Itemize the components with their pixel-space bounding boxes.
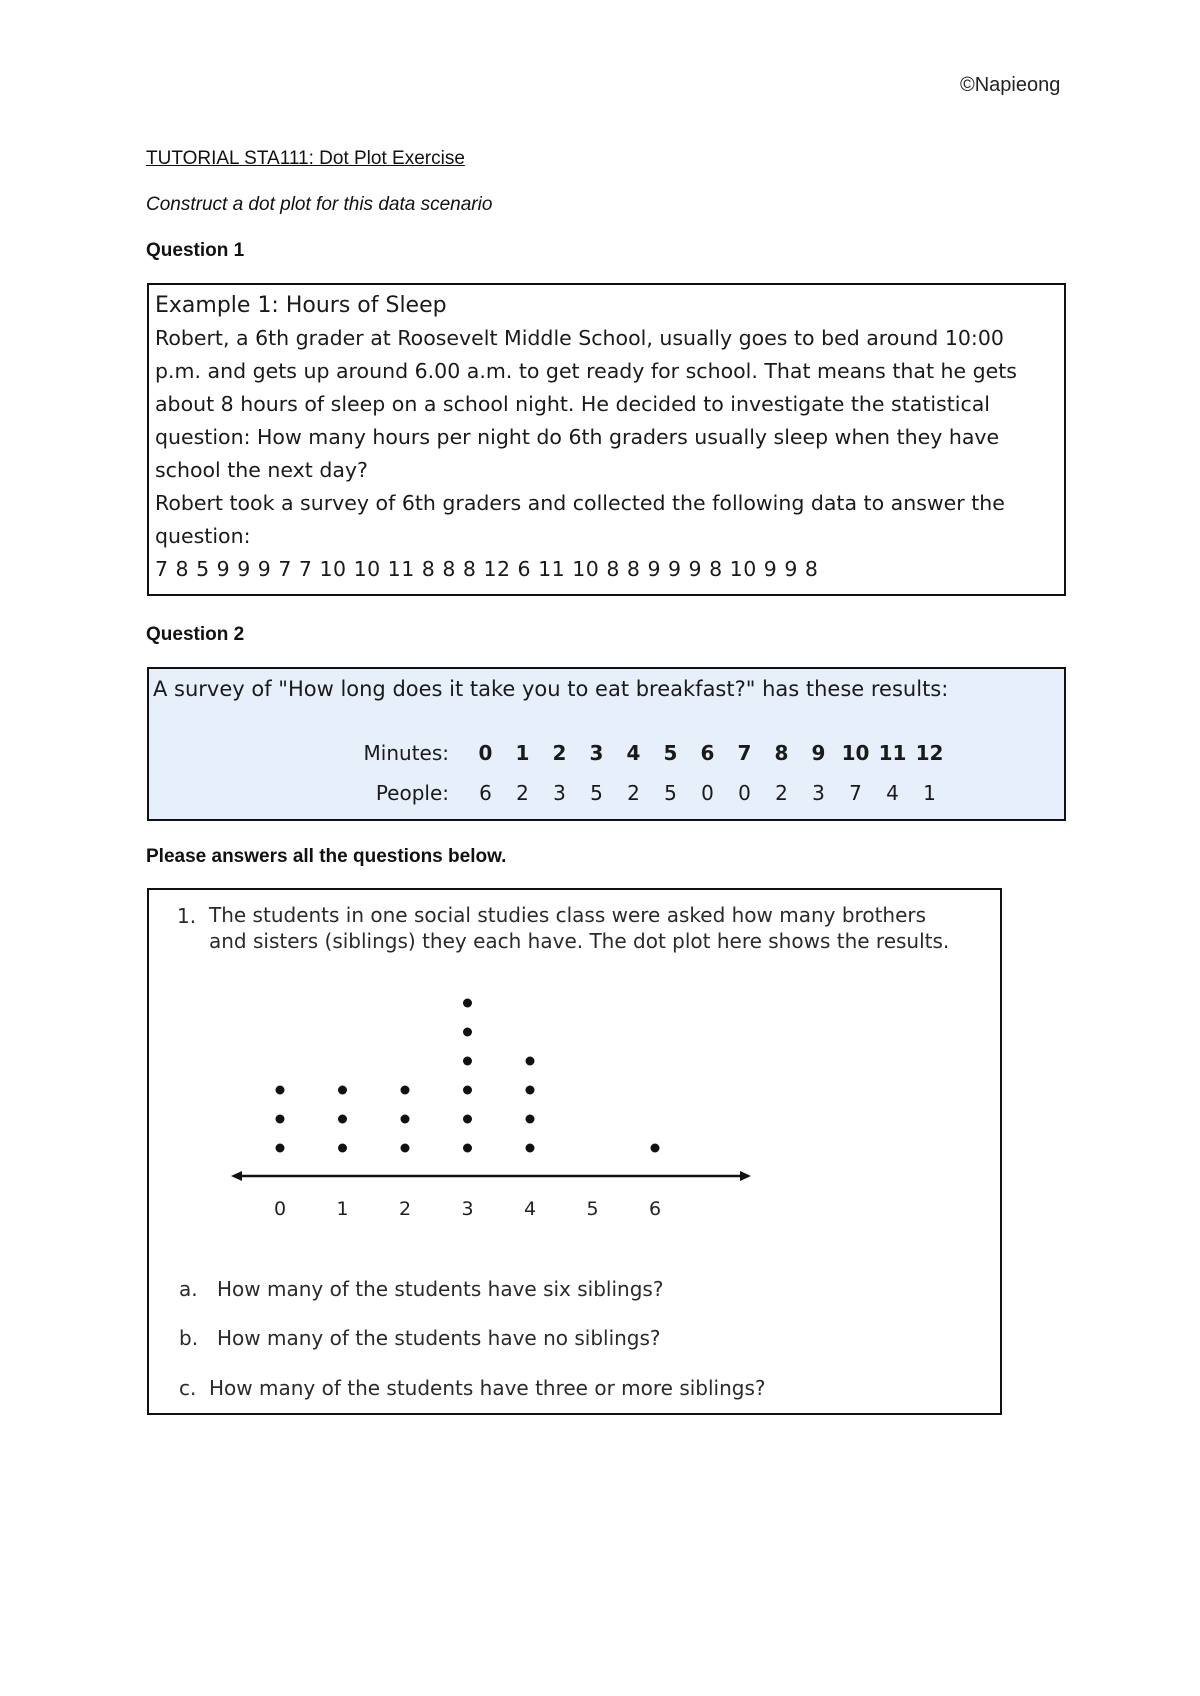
tick-label: 0 bbox=[273, 1198, 287, 1220]
document-title: TUTORIAL STA111: Dot Plot Exercise bbox=[146, 148, 465, 169]
data-dot bbox=[526, 1115, 535, 1124]
left-arrowhead bbox=[231, 1171, 242, 1181]
data-dot bbox=[463, 999, 472, 1008]
minutes-cell: 8 bbox=[774, 741, 789, 765]
minutes-cell: 0 bbox=[478, 741, 493, 765]
people-cell: 5 bbox=[664, 781, 677, 805]
people-cell: 6 bbox=[479, 781, 492, 805]
sub-question-text: How many of the students have no siblings? bbox=[217, 1326, 661, 1350]
scenario-line: Robert, a 6th grader at Roosevelt Middle School, usually goes to bed around 10:00 bbox=[155, 326, 1004, 350]
people-cell: 4 bbox=[886, 781, 899, 805]
people-label: People: bbox=[375, 781, 449, 805]
sub-question-a bbox=[179, 1277, 663, 1301]
minutes-label: Minutes: bbox=[363, 741, 449, 765]
right-arrowhead bbox=[740, 1171, 751, 1181]
minutes-cell: 3 bbox=[589, 741, 604, 765]
data-dot bbox=[651, 1144, 660, 1153]
sub-question-text: How many of the students have three or more siblings? bbox=[209, 1376, 766, 1400]
data-dot bbox=[463, 1028, 472, 1037]
minutes-cell: 7 bbox=[737, 741, 752, 765]
data-dot bbox=[276, 1086, 285, 1095]
minutes-cell: 12 bbox=[915, 741, 944, 765]
people-cell: 3 bbox=[812, 781, 825, 805]
minutes-cell: 4 bbox=[626, 741, 641, 765]
sub-question-b bbox=[179, 1326, 661, 1350]
data-dot bbox=[338, 1086, 347, 1095]
sub-question-letter: b. bbox=[179, 1326, 199, 1350]
scenario-line: about 8 hours of sleep on a school night. He decided to investigate the statistical bbox=[155, 392, 991, 416]
minutes-cell: 10 bbox=[841, 741, 870, 765]
tick-label: 1 bbox=[336, 1198, 349, 1220]
instruction-text: Construct a dot plot for this data scenario bbox=[146, 194, 493, 215]
sub-question-letter: a. bbox=[179, 1277, 198, 1301]
question-1-label: Question 1 bbox=[146, 240, 245, 261]
data-dot bbox=[401, 1144, 410, 1153]
copyright-notice: ©Napieong bbox=[960, 74, 1061, 96]
problem-number: 1. bbox=[177, 904, 197, 928]
minutes-cell: 5 bbox=[663, 741, 678, 765]
minutes-cell: 1 bbox=[515, 741, 530, 765]
tick-label: 3 bbox=[461, 1198, 474, 1220]
data-dot bbox=[526, 1057, 535, 1066]
problem-text: The students in one social studies class were asked how many brothers and sisters (siblings) they each have. The dot plot here shows the results. bbox=[209, 903, 950, 953]
minutes-cell: 11 bbox=[878, 741, 907, 765]
data-dot bbox=[276, 1115, 285, 1124]
people-cell: 0 bbox=[738, 781, 751, 805]
people-cell: 2 bbox=[627, 781, 640, 805]
example-title: Example 1: Hours of Sleep bbox=[155, 293, 447, 318]
people-cell: 7 bbox=[849, 781, 862, 805]
data-dot bbox=[526, 1086, 535, 1095]
question-2-box bbox=[147, 667, 1066, 821]
minutes-cell: 2 bbox=[552, 741, 567, 765]
people-cell: 3 bbox=[553, 781, 566, 805]
scenario-line: question: bbox=[155, 524, 251, 548]
sub-question-text: How many of the students have six siblings? bbox=[217, 1277, 664, 1301]
data-dot bbox=[338, 1144, 347, 1153]
data-dot bbox=[401, 1086, 410, 1095]
minutes-cell: 6 bbox=[700, 741, 715, 765]
siblings-dot-plot bbox=[149, 890, 999, 1240]
question-2-label: Question 2 bbox=[146, 624, 245, 645]
answer-instruction: Please answers all the questions below. bbox=[146, 846, 507, 867]
question-1-box bbox=[147, 283, 1066, 596]
data-dot bbox=[276, 1144, 285, 1153]
minutes-row bbox=[339, 733, 948, 773]
people-cell: 2 bbox=[516, 781, 529, 805]
data-dot bbox=[401, 1115, 410, 1124]
tick-label: 6 bbox=[648, 1198, 662, 1220]
survey-question: A survey of "How long does it take you to eat breakfast?" has these results: bbox=[153, 677, 949, 701]
scenario-line: question: How many hours per night do 6th graders usually sleep when they have bbox=[155, 425, 1000, 449]
scenario-line: p.m. and gets up around 6.00 a.m. to get ready for school. That means that he gets bbox=[155, 359, 1017, 383]
data-dot bbox=[463, 1086, 472, 1095]
data-dot bbox=[463, 1144, 472, 1153]
people-cell: 0 bbox=[701, 781, 714, 805]
tick-label: 4 bbox=[523, 1198, 537, 1220]
frequency-table bbox=[339, 733, 948, 813]
scenario-line: Robert took a survey of 6th graders and collected the following data to answer the bbox=[155, 491, 1005, 515]
sleep-data-values: 7 8 5 9 9 9 7 7 10 10 11 8 8 8 12 6 11 10 8 8 9 9 9 8 10 9 9 8 bbox=[155, 557, 819, 581]
data-dot bbox=[463, 1115, 472, 1124]
tick-label: 5 bbox=[586, 1198, 599, 1220]
people-row bbox=[339, 773, 948, 813]
data-dot bbox=[463, 1057, 472, 1066]
scenario-line: school the next day? bbox=[155, 458, 368, 482]
question-3-box bbox=[147, 888, 1002, 1415]
people-cell: 5 bbox=[590, 781, 603, 805]
sub-question-c bbox=[179, 1376, 766, 1400]
people-cell: 1 bbox=[923, 781, 936, 805]
people-cell: 2 bbox=[775, 781, 788, 805]
tick-label: 2 bbox=[398, 1198, 412, 1220]
data-dot bbox=[526, 1144, 535, 1153]
sub-question-letter: c. bbox=[179, 1376, 197, 1400]
minutes-cell: 9 bbox=[811, 741, 826, 765]
data-dot bbox=[338, 1115, 347, 1124]
